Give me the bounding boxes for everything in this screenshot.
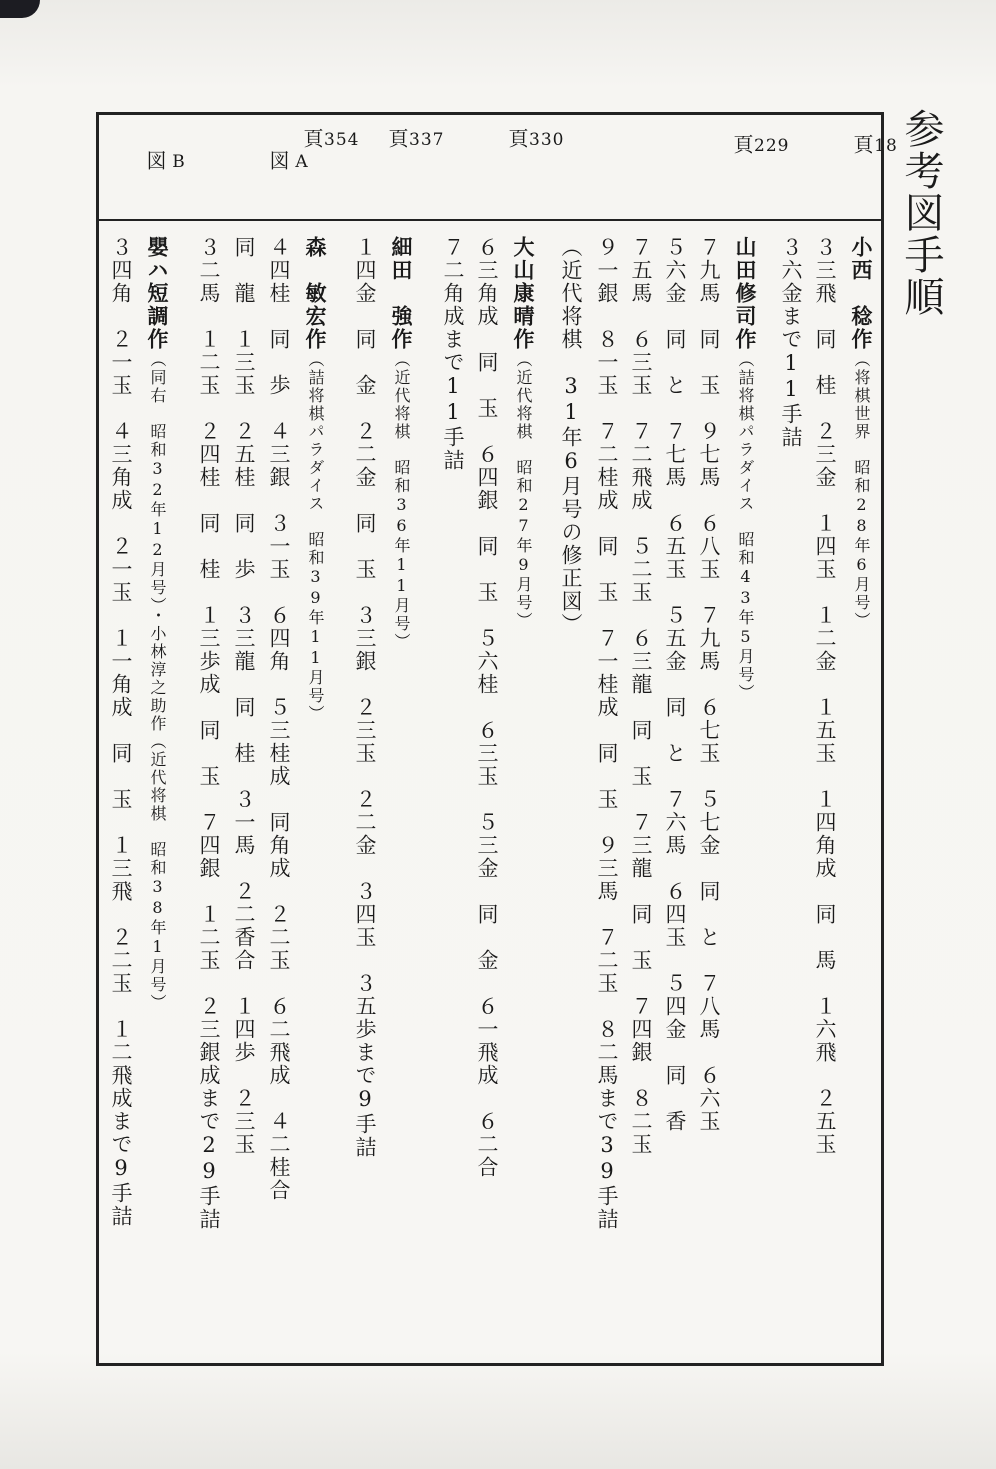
ref-229: 229 頁 xyxy=(730,134,790,156)
moves-line: ５六金 同 と ７七馬 ６五玉 ５五金 同 と ７六馬 ６四玉 ５四金 同 香 xyxy=(663,236,687,1133)
revision-note: （近代将棋 31年6月号の修正図） xyxy=(559,236,583,636)
header-rule xyxy=(96,219,884,221)
ref-330: 330 頁 xyxy=(505,128,565,150)
author-mori: 森 敏宏作（詰将棋パラダイス 昭和39年11月号） xyxy=(303,236,328,723)
moves-line: ７九馬 同 玉 ９七馬 ６八玉 ７九馬 ６七玉 ５七金 同 と ７八馬 ６六玉 xyxy=(697,236,721,1133)
ref-a: A 図 xyxy=(266,150,309,172)
author-hosoda: 細田 強作（近代将棋 昭和36年11月号） xyxy=(389,236,414,651)
author-ei-hachi: 嬰ハ短調作（同右 昭和32年12月号）・小林淳之助作（近代将棋 昭和38年1月号） xyxy=(145,236,170,1012)
moves-line: ９一銀 ８一玉 ７二桂成 同 玉 ７一桂成 同 玉 ９三馬 ７二玉 ８二馬まで39手詰 xyxy=(595,236,619,1231)
moves-line: ７二角成まで11手詰 xyxy=(441,236,465,472)
author-yamada: 山田修司作（詰将棋パラダイス 昭和43年5月号） xyxy=(733,236,758,702)
ref-354: 354 頁 xyxy=(300,128,360,150)
moves-line: 同 龍 １三玉 ２五桂 同 歩 ３三龍 同 桂 ３一馬 ２二香合 １四歩 ２三玉 xyxy=(232,236,256,1156)
ref-18: 18 頁 xyxy=(850,134,898,156)
author-konishi: 小西 稔作（将棋世界 昭和28年6月号） xyxy=(849,236,874,630)
moves-line: ４四桂 同 歩 ４三銀 ３一玉 ６四角 ５三桂成 同角成 ２二玉 ６二飛成 ４二桂合 xyxy=(267,236,291,1202)
moves-line: ３二馬 １二玉 ２四桂 同 桂 １三歩成 同 玉 ７四銀 １二玉 ２三銀成まで29手詰 xyxy=(197,236,221,1231)
moves-line: ３三飛 同 桂 ２三金 １四玉 １二金 １五玉 １四角成 同 馬 １六飛 ２五玉 xyxy=(813,236,837,1156)
moves-line: ６三角成 同 玉 ６四銀 同 玉 ５六桂 ６三玉 ５三金 同 金 ６一飛成 ６二合 xyxy=(475,236,499,1179)
ref-b: B 図 xyxy=(143,150,186,172)
ref-337: 337 頁 xyxy=(385,128,445,150)
page-title: 参考図手順 xyxy=(898,108,944,318)
moves-line: １四金 同 金 ２二金 同 玉 ３三銀 ２三玉 ２二金 ３四玉 ３五歩まで9手詰 xyxy=(353,236,377,1159)
moves-line: ３四角 ２一玉 ４三角成 ２一玉 １一角成 同 玉 １三飛 ２二玉 １二飛成まで9手詰 xyxy=(109,236,133,1228)
moves-line: ７五馬 ６三玉 ７二飛成 ５二玉 ６三龍 同 玉 ７三龍 同 玉 ７四銀 ８二玉 xyxy=(629,236,653,1156)
moves-line: ３六金まで11手詰 xyxy=(779,236,803,449)
author-oyama: 大山康晴作（近代将棋 昭和27年9月号） xyxy=(511,236,536,630)
